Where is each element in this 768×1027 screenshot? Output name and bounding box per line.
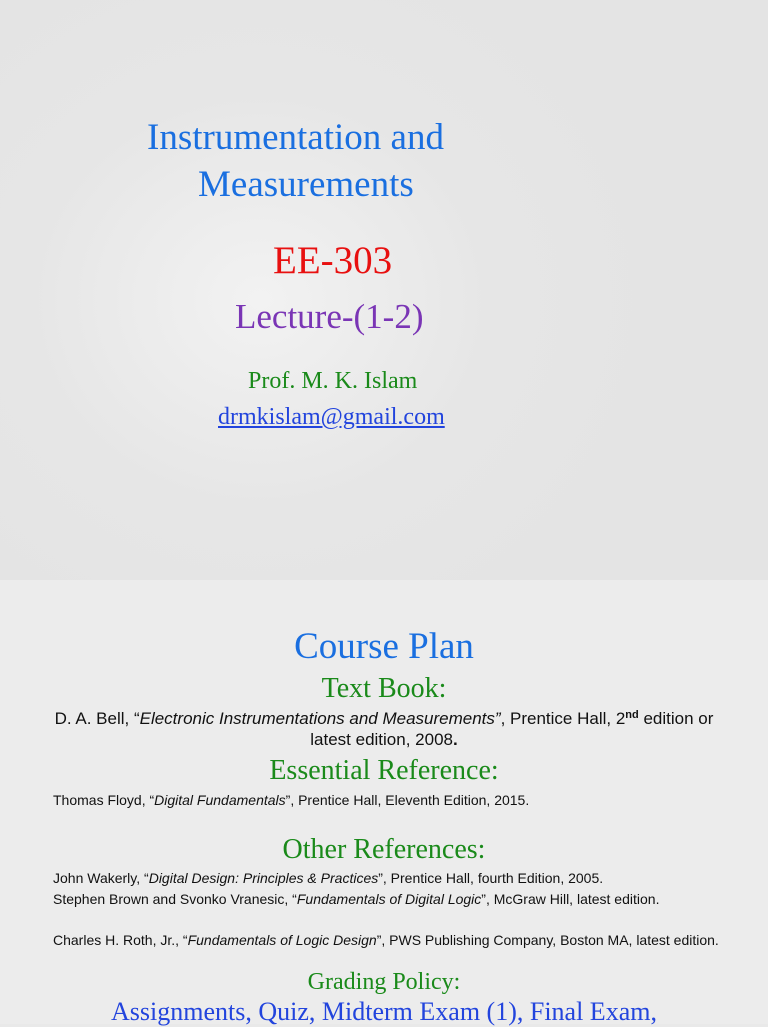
grading-policy-text: Assignments, Quiz, Midterm Exam (1), Final Exam, xyxy=(111,997,657,1026)
essential-rest: ”, Prentice Hall, Eleventh Edition, 2015. xyxy=(285,792,530,808)
other-references-heading: Other References: xyxy=(282,834,486,865)
other-reference-rest: ”, PWS Publishing Company, Boston MA, latest edition. xyxy=(376,932,719,948)
essential-author: Thomas Floyd, “ xyxy=(53,792,155,808)
text-book-heading: Text Book: xyxy=(321,673,447,704)
text-book-publisher: , Prentice Hall, 2 xyxy=(500,709,626,728)
professor-name: Prof. M. K. Islam xyxy=(248,368,418,394)
email-link[interactable]: drmkislam@gmail.com xyxy=(218,404,445,430)
other-reference-item xyxy=(53,870,743,887)
text-book-author: D. A. Bell, “ xyxy=(54,709,140,728)
essential-reference-heading: Essential Reference: xyxy=(269,755,499,786)
other-reference-title: Fundamentals of Logic Design xyxy=(187,932,377,948)
text-book-reference xyxy=(34,708,734,750)
other-reference-item xyxy=(53,891,743,908)
other-reference-title: Fundamentals of Digital Logic xyxy=(296,891,482,907)
other-reference-author: John Wakerly, “ xyxy=(53,870,149,886)
essential-title: Digital Fundamentals xyxy=(154,792,286,808)
other-reference-rest: ”, Prentice Hall, fourth Edition, 2005. xyxy=(378,870,604,886)
essential-reference xyxy=(53,790,529,811)
grading-policy-heading: Grading Policy: xyxy=(307,969,461,995)
text-book-title: Electronic Instrumentations and Measurements” xyxy=(139,709,501,728)
title-line-1: Instrumentation and xyxy=(147,117,444,158)
other-reference-author: Stephen Brown and Svonko Vranesic, “ xyxy=(53,891,297,907)
lecture-label: Lecture-(1-2) xyxy=(235,297,424,336)
other-reference-item xyxy=(53,932,743,949)
course-plan-heading: Course Plan xyxy=(294,626,474,667)
text-book-end: . xyxy=(452,730,458,749)
course-code: EE-303 xyxy=(273,239,393,282)
text-book-edition: edition or latest edition, 2008 xyxy=(310,709,714,749)
other-reference-rest: ”, McGraw Hill, latest edition. xyxy=(481,891,660,907)
other-reference-title: Digital Design: Principles & Practices xyxy=(148,870,379,886)
other-reference-author: Charles H. Roth, Jr., “ xyxy=(53,932,188,948)
title-line-2: Measurements xyxy=(198,164,414,205)
text-book-superscript: nd xyxy=(625,709,639,721)
